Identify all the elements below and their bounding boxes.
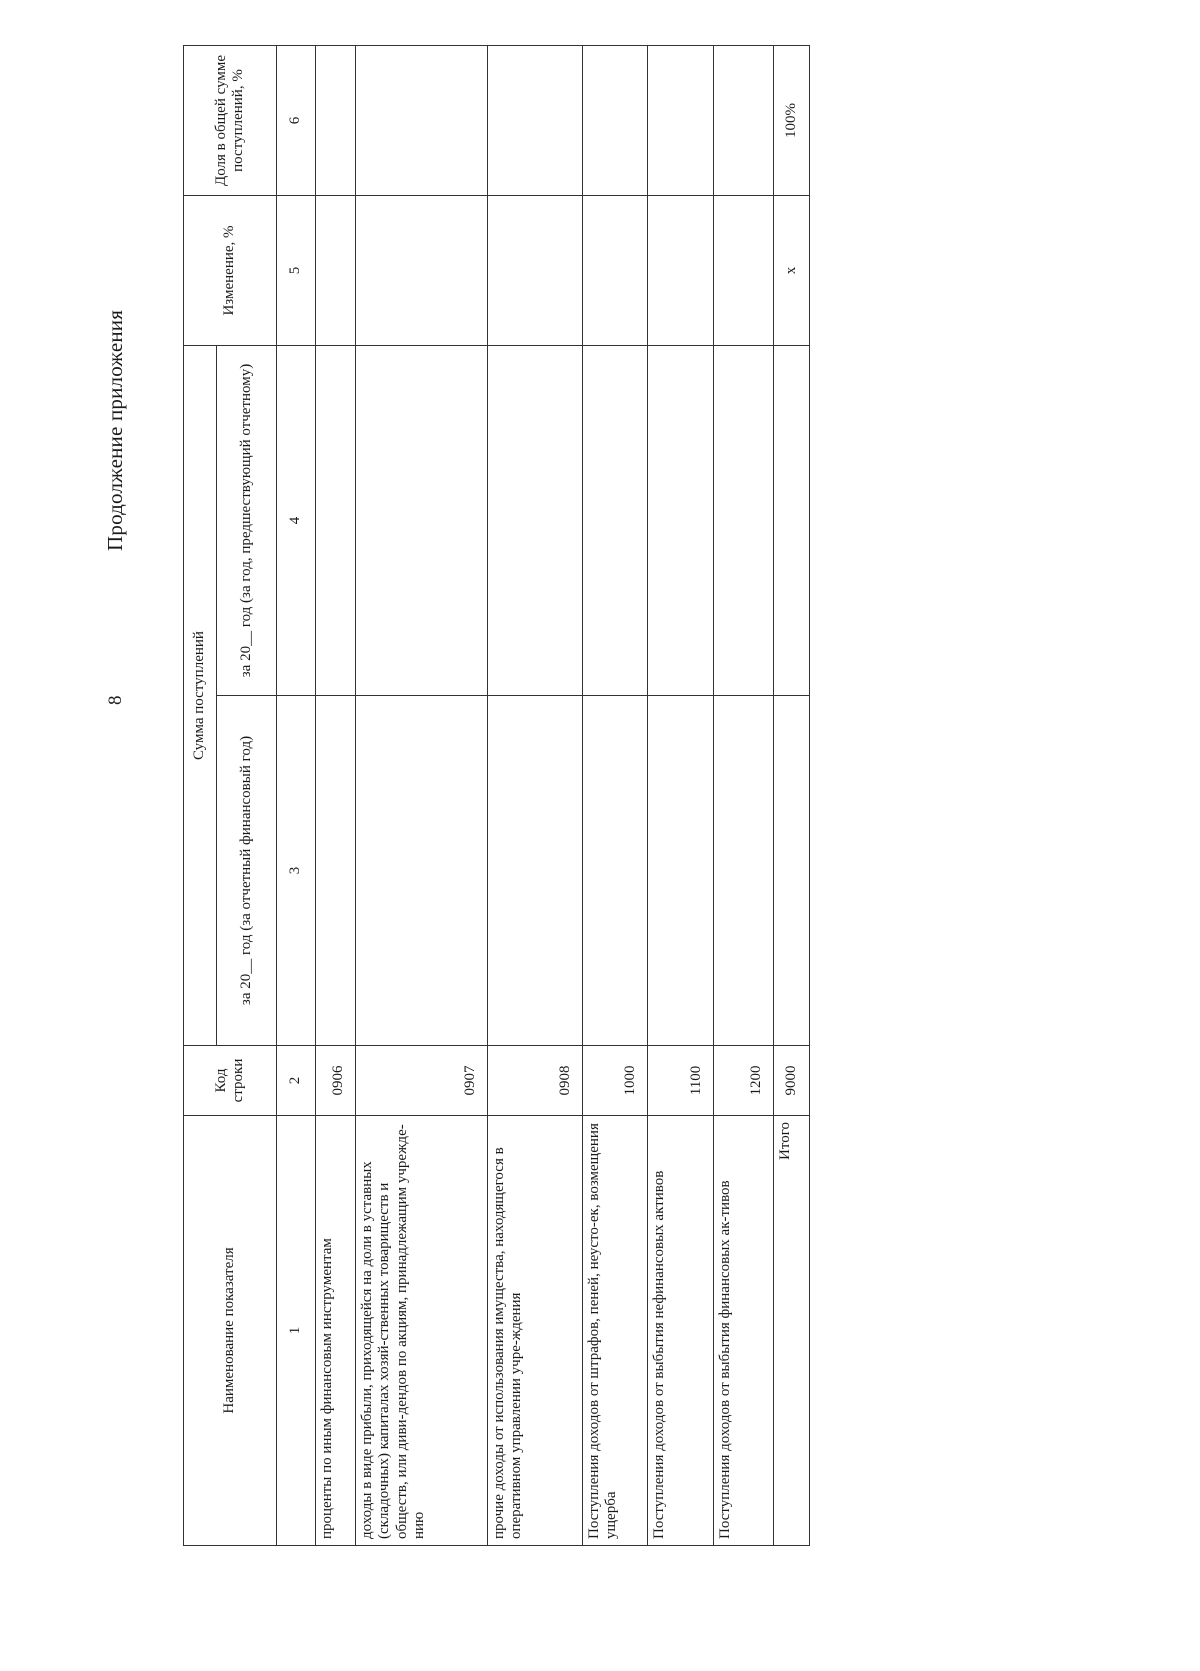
cell-current bbox=[583, 696, 648, 1046]
total-label: Итого bbox=[774, 1116, 810, 1546]
cell-previous bbox=[774, 346, 810, 696]
cell-change bbox=[714, 196, 774, 346]
row-name: доходы в виде прибыли, приходящейся на доли в уставных (складочных) капиталах хозяй-ственных товариществ и обществ, или диви-дендов по акциям, принадлежащим учрежде-нию bbox=[356, 1116, 488, 1546]
cell-share bbox=[356, 46, 488, 196]
row-name: Поступления доходов от выбытия нефинансовых активов bbox=[648, 1116, 714, 1546]
total-code: 9000 bbox=[774, 1046, 810, 1116]
header-code: Код строки bbox=[184, 1046, 277, 1116]
cell-previous bbox=[316, 346, 356, 696]
cell-current bbox=[488, 696, 583, 1046]
cell-change bbox=[316, 196, 356, 346]
cell-change bbox=[488, 196, 583, 346]
header-current-year: за 20__ год (за отчетный финансовый год) bbox=[217, 696, 277, 1046]
row-name: прочие доходы от использования имущества, находящегося в оперативном управлении учре-ждения bbox=[488, 1116, 583, 1546]
total-row bbox=[774, 46, 810, 1546]
table-row bbox=[316, 46, 356, 1546]
cell-current bbox=[316, 696, 356, 1046]
cell-share bbox=[648, 46, 714, 196]
row-code: 1200 bbox=[714, 1046, 774, 1116]
header-share: Доля в общей сумме поступлений, % bbox=[184, 46, 277, 196]
cell-share bbox=[488, 46, 583, 196]
table-row bbox=[583, 46, 648, 1546]
header-sum-group: Сумма поступлений bbox=[184, 346, 217, 1046]
column-number: 5 bbox=[277, 196, 316, 346]
cell-previous bbox=[356, 346, 488, 696]
table-row bbox=[648, 46, 714, 1546]
row-name: Поступления доходов от штрафов, пеней, неусто-ек, возмещения ущерба bbox=[583, 1116, 648, 1546]
cell-previous bbox=[648, 346, 714, 696]
cell-previous bbox=[583, 346, 648, 696]
continuation-title: Продолжение приложения bbox=[103, 309, 127, 551]
table-row bbox=[714, 46, 774, 1546]
header-row-1 bbox=[184, 46, 217, 1546]
row-code: 0908 bbox=[488, 1046, 583, 1116]
column-number-row bbox=[277, 46, 316, 1546]
cell-current bbox=[714, 696, 774, 1046]
cell-change bbox=[583, 196, 648, 346]
cell-share bbox=[714, 46, 774, 196]
cell-share bbox=[583, 46, 648, 196]
table-row bbox=[488, 46, 583, 1546]
table-row bbox=[356, 46, 488, 1546]
header-name: Наименование показателя bbox=[184, 1116, 277, 1546]
column-number: 1 bbox=[277, 1116, 316, 1546]
cell-previous bbox=[488, 346, 583, 696]
row-code: 0907 bbox=[356, 1046, 488, 1116]
row-code: 1100 bbox=[648, 1046, 714, 1116]
row-name: Поступления доходов от выбытия финансовых ак-тивов bbox=[714, 1116, 774, 1546]
total-change: х bbox=[774, 196, 810, 346]
header-change: Изменение, % bbox=[184, 196, 277, 346]
header-previous-year: за 20__ год (за год, предшествующий отчетному) bbox=[217, 346, 277, 696]
row-name: проценты по иным финансовым инструментам bbox=[316, 1116, 356, 1546]
cell-current bbox=[648, 696, 714, 1046]
page-number: 8 bbox=[105, 695, 126, 705]
row-code: 1000 bbox=[583, 1046, 648, 1116]
column-number: 6 bbox=[277, 46, 316, 196]
column-number: 4 bbox=[277, 346, 316, 696]
cell-change bbox=[356, 196, 488, 346]
cell-current bbox=[774, 696, 810, 1046]
total-share: 100% bbox=[774, 46, 810, 196]
row-code: 0906 bbox=[316, 1046, 356, 1116]
cell-current bbox=[356, 696, 488, 1046]
cell-share bbox=[316, 46, 356, 196]
cell-previous bbox=[714, 346, 774, 696]
cell-change bbox=[648, 196, 714, 346]
column-number: 3 bbox=[277, 696, 316, 1046]
column-number: 2 bbox=[277, 1046, 316, 1116]
income-table bbox=[183, 45, 810, 1546]
